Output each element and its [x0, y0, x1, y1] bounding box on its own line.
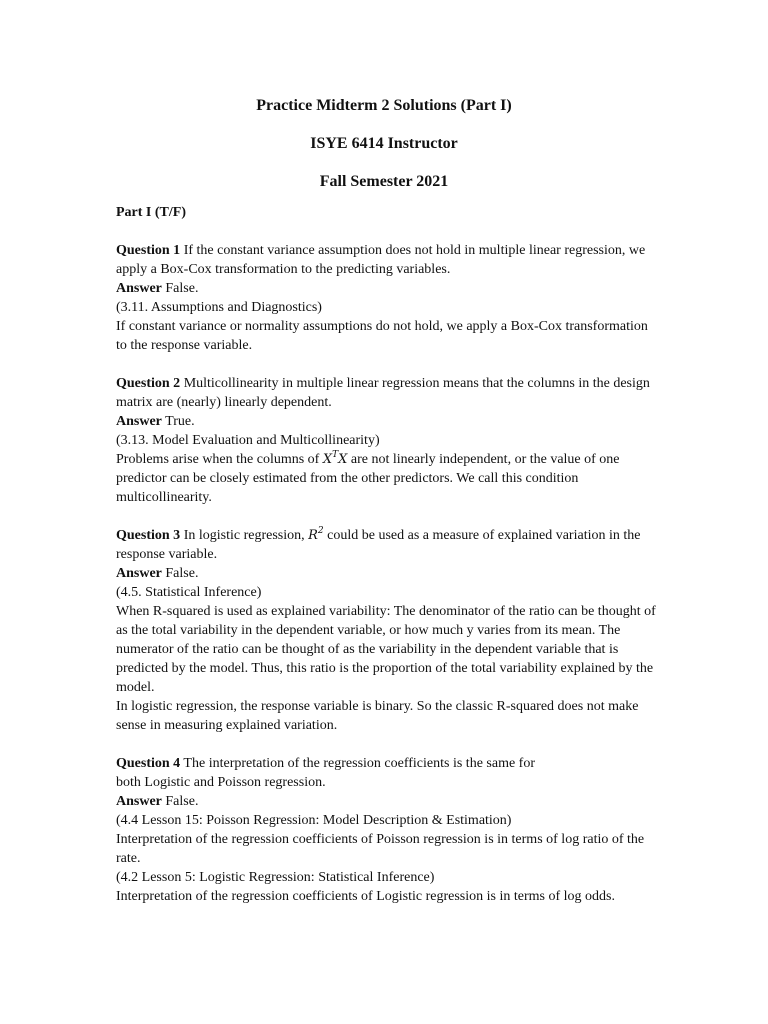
question-1	[116, 241, 656, 279]
answer-3-value: False.	[161, 566, 199, 581]
explanation-4a: Interpretation of the regression coefficients of Poisson regression is in terms of log ratio of the rate.	[116, 832, 645, 866]
reference-4a: (4.4 Lesson 15: Poisson Regression: Model Description & Estimation)	[116, 813, 512, 828]
part-heading: Part I (T/F)	[116, 205, 186, 220]
question-2-label: Question 2	[116, 376, 181, 391]
question-1-text: If the constant variance assumption does not hold in multiple linear regression, we apply a Box-Cox transformation to the predicting variables.	[116, 243, 646, 277]
reference-4b: (4.2 Lesson 5: Logistic Regression: Statistical Inference)	[116, 870, 435, 885]
question-3-label: Question 3	[116, 528, 181, 543]
answer-3-label: Answer	[116, 566, 162, 581]
answer-2	[116, 412, 656, 431]
answer-2-label: Answer	[116, 414, 162, 429]
question-4-label: Question 4	[116, 756, 181, 771]
answer-1-value: False.	[161, 281, 199, 296]
explanation-4b: Interpretation of the regression coefficients of Logistic regression is in terms of log odds.	[116, 889, 615, 904]
question-4: Question 4 The interpretation of the regression coefficients is the same for both Logistic and Poisson regression.	[116, 756, 535, 790]
reference-1: (3.11. Assumptions and Diagnostics)	[116, 300, 322, 315]
explanation-2: Problems arise when the columns of $X^TX$ are not linearly independent, or the value of one predictor can be closely estimated from the other predictors. We call this condition multicollinearity.	[116, 450, 620, 505]
question-1-label: Question 1	[116, 243, 181, 258]
document-title: Practice Midterm 2 Solutions (Part I)	[256, 97, 512, 114]
explanation-3a: When R-squared is used as explained variability: The denominator of the ratio can be thought of as the total variability in the dependent variable, or how much y varies from its mean. The numerator of the ratio can be thought of as the variability in the dependent variable that is predicted by the model. Thus, this ratio is the proportion of the total variability explained by the model.	[116, 604, 656, 695]
math-r-squared: $R^2$	[308, 526, 324, 543]
question-2	[116, 374, 656, 412]
answer-4	[116, 792, 656, 811]
explanation-3b: In logistic regression, the response variable is binary. So the classic R-squared does not make sense in measuring explained variation.	[116, 699, 639, 733]
course-title: ISYE 6414 Instructor	[310, 135, 458, 152]
reference-2: (3.13. Model Evaluation and Multicollinearity)	[116, 433, 380, 448]
question-3: Question 3 In logistic regression, $R^2$ could be used as a measure of explained variation in the response variable.	[116, 526, 641, 562]
document-header	[0, 96, 768, 192]
answer-3	[116, 564, 656, 583]
answer-1-label: Answer	[116, 281, 162, 296]
reference-3: (4.5. Statistical Inference)	[116, 585, 262, 600]
answer-1	[116, 279, 656, 298]
answer-2-value: True.	[161, 414, 195, 429]
answer-4-label: Answer	[116, 794, 162, 809]
explanation-1: If constant variance or normality assumptions do not hold, we apply a Box-Cox transformation to the response variable.	[116, 319, 648, 353]
semester-title: Fall Semester 2021	[319, 173, 449, 190]
math-xtx: $X^TX$	[322, 450, 348, 467]
question-2-text: Multicollinearity in multiple linear regression means that the columns in the design matrix are (nearly) linearly dependent.	[116, 376, 650, 410]
document-body	[116, 203, 656, 906]
answer-4-value: False.	[161, 794, 199, 809]
